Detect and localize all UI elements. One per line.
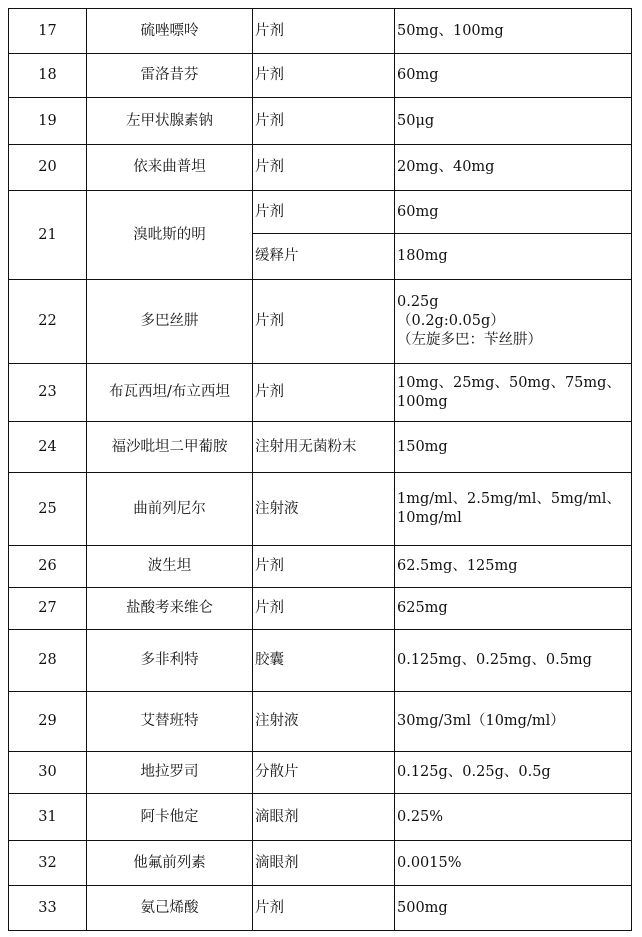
row-number: 23 [9,364,87,422]
row-number: 18 [9,54,87,98]
spec-line: 150mg [397,438,448,455]
specification [395,546,632,588]
dosage-form: 片剂 [253,364,395,422]
specification [395,98,632,145]
table-row [9,546,632,588]
spec-line: 50μg [397,112,435,129]
table-row [9,364,632,422]
specification [395,588,632,630]
spec-line: 62.5mg、125mg [397,558,518,574]
spec-line: （左旋多巴：苄丝肼） [397,332,542,348]
row-number: 26 [9,546,87,588]
table-row [9,54,632,98]
table-row [9,752,632,794]
dosage-form: 片剂 [253,54,395,98]
row-number: 30 [9,752,87,794]
drug-name: 多非利特 [87,630,253,692]
specification [395,422,632,473]
specification [395,630,632,692]
row-number: 32 [9,841,87,886]
table-row [9,588,632,630]
spec-line: 60mg [397,67,439,83]
row-number: 17 [9,9,87,54]
table-row [9,98,632,145]
row-number: 19 [9,98,87,145]
drug-name: 福沙吡坦二甲葡胺 [87,422,253,473]
row-number: 22 [9,280,87,364]
drug-name: 氨己烯酸 [87,886,253,931]
drug-name: 硫唑嘌呤 [87,9,253,54]
row-number: 28 [9,630,87,692]
spec-line: 60mg [397,203,439,220]
specification [395,841,632,886]
spec-line: 10mg、25mg、50mg、75mg、 [397,374,621,391]
specification [395,752,632,794]
spec-line: 0.25% [397,808,444,825]
dosage-form: 片剂 [253,191,395,234]
spec-line: 500mg [397,899,448,916]
specification [395,886,632,931]
row-number: 27 [9,588,87,630]
table-row [9,630,632,692]
row-number: 25 [9,473,87,546]
dosage-form: 注射液 [253,473,395,546]
dosage-form: 片剂 [253,546,395,588]
drug-table [8,8,632,931]
spec-line: 0.125mg、0.25mg、0.5mg [397,652,592,668]
specification [395,794,632,841]
spec-line: 30mg/3ml（10mg/ml） [397,713,565,729]
drug-name: 布瓦西坦/布立西坦 [87,364,253,422]
table-row [9,191,632,234]
spec-line: 625mg [397,600,448,616]
specification [395,191,632,234]
dosage-form: 片剂 [253,9,395,54]
dosage-form: 片剂 [253,145,395,191]
spec-line: （0.2g:0.05g） [397,313,505,329]
row-number: 24 [9,422,87,473]
dosage-form: 注射液 [253,692,395,752]
specification [395,473,632,546]
dosage-form: 片剂 [253,886,395,931]
dosage-form: 片剂 [253,280,395,364]
spec-line: 20mg、40mg [397,159,495,175]
row-number: 21 [9,191,87,280]
table-row [9,692,632,752]
drug-table-body [9,9,632,931]
specification [395,145,632,191]
drug-name: 地拉罗司 [87,752,253,794]
drug-name: 艾替班特 [87,692,253,752]
dosage-form: 滴眼剂 [253,794,395,841]
spec-line: 0.0015% [397,854,462,871]
drug-name: 曲前列尼尔 [87,473,253,546]
spec-line: 100mg [397,393,448,410]
table-row [9,886,632,931]
dosage-form: 片剂 [253,588,395,630]
specification [395,54,632,98]
row-number: 33 [9,886,87,931]
dosage-form: 片剂 [253,98,395,145]
specification [395,364,632,422]
row-number: 31 [9,794,87,841]
table-row [9,794,632,841]
dosage-form: 滴眼剂 [253,841,395,886]
table-row [9,145,632,191]
table-row [9,422,632,473]
drug-name: 波生坦 [87,546,253,588]
specification [395,234,632,280]
spec-line: 1mg/ml、2.5mg/ml、5mg/ml、 [397,491,621,507]
spec-line: 0.125g、0.25g、0.5g [397,764,551,780]
specification [395,280,632,364]
spec-line: 10mg/ml [397,510,462,526]
drug-name: 多巴丝肼 [87,280,253,364]
spec-line: 180mg [397,248,448,264]
drug-name: 他氟前列素 [87,841,253,886]
drug-name: 依来曲普坦 [87,145,253,191]
drug-name: 溴吡斯的明 [87,191,253,280]
table-row [9,841,632,886]
spec-line: 0.25g [397,294,439,310]
dosage-form: 分散片 [253,752,395,794]
dosage-form: 胶囊 [253,630,395,692]
dosage-form: 注射用无菌粉末 [253,422,395,473]
specification [395,692,632,752]
drug-name: 盐酸考来维仑 [87,588,253,630]
drug-name: 雷洛昔芬 [87,54,253,98]
row-number: 20 [9,145,87,191]
drug-name: 左甲状腺素钠 [87,98,253,145]
spec-line: 50mg、100mg [397,22,504,39]
dosage-form: 缓释片 [253,234,395,280]
table-row [9,280,632,364]
row-number: 29 [9,692,87,752]
drug-name: 阿卡他定 [87,794,253,841]
specification [395,9,632,54]
table-row [9,9,632,54]
table-row [9,473,632,546]
